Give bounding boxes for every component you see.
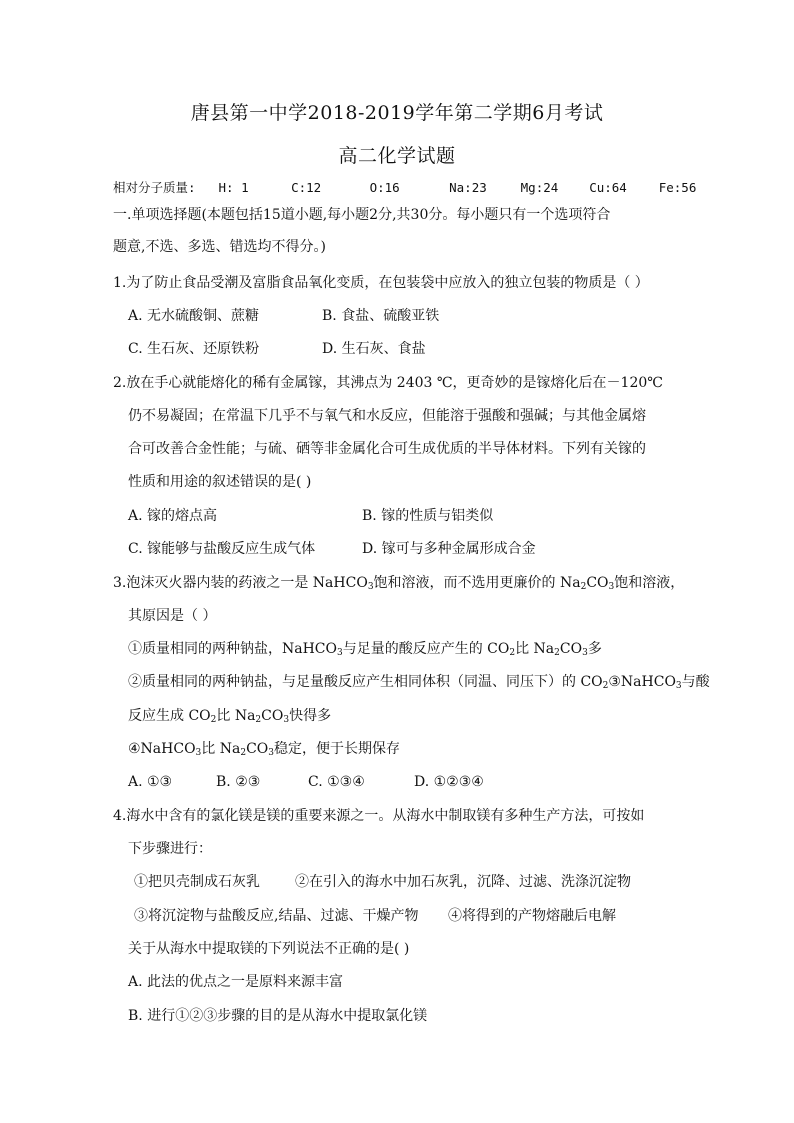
q3-text: 比 Na — [216, 708, 256, 724]
q3-stem-line2: 其原因是（ ） — [128, 608, 217, 624]
q3-text: 多 — [587, 641, 602, 657]
subscript: 2 — [602, 681, 609, 691]
q3-option-a: A. ①③ — [128, 774, 173, 790]
q1-option-c: C. 生石灰、还原铁粉 — [128, 341, 260, 357]
q2-stem-line4: 性质和用途的叙述错误的是( ) — [128, 474, 312, 490]
subscript: 3 — [367, 582, 374, 592]
q3-statement-1 — [128, 639, 602, 663]
subscript: 2 — [509, 648, 516, 658]
q3-text: 与足量的酸反应产生的 CO — [342, 641, 510, 657]
q4-step-1: ①把贝壳制成石灰乳 — [134, 874, 260, 890]
q4-stem-line1: 4.海水中含有的氯化镁是镁的重要来源之一。从海水中制取镁有多种生产方法，可按如 — [113, 808, 645, 824]
q4-step-3: ③将沉淀物与盐酸反应,结晶、过滤、干燥产物 — [134, 908, 419, 924]
q4-option-b: B. 进行①②③步骤的目的是从海水中提取氯化镁 — [128, 1008, 428, 1024]
q3-text: CO — [586, 575, 609, 591]
q3-text: CO — [246, 741, 269, 757]
subscript: 3 — [675, 681, 682, 691]
q1-option-a: A. 无水硫酸铜、蔗糖 — [128, 308, 260, 324]
q3-text: ③NaHCO — [608, 674, 676, 690]
q2-option-c: C. 镓能够与盐酸反应生成气体 — [128, 541, 316, 557]
q3-text: 比 Na — [201, 741, 241, 757]
subscript: 3 — [268, 748, 274, 758]
q2-option-b: B. 镓的性质与铝类似 — [362, 508, 494, 524]
q3-text: 比 Na — [515, 641, 555, 657]
subscript: 2 — [240, 748, 247, 758]
atomic-mass-fe: Fe:56 — [658, 180, 697, 195]
q3-text: ②质量相同的两种钠盐，与足量酸反应产生相同体积（同温、同压下）的 CO — [128, 674, 603, 690]
q3-text: ④NaHCO — [128, 741, 196, 757]
q3-text: 稳定，便于长期保存 — [274, 741, 400, 757]
q3-statement-2-3 — [128, 672, 710, 696]
q4-step-2: ②在引入的海水中加石灰乳，沉降、过滤、洗涤沉淀物 — [295, 874, 631, 890]
subscript: 2 — [580, 582, 587, 592]
atomic-mass-cu: Cu:64 — [589, 180, 627, 195]
section-heading-line1: 一.单项选择题(本题包括15道小题,每小题2分,共30分。每小题只有一个选项符合 — [113, 207, 611, 223]
q4-step-4: ④将得到的产物熔融后电解 — [448, 908, 616, 924]
subscript: 2 — [210, 715, 217, 725]
q3-text: 饱和溶液，而不选用更廉价的 Na — [373, 575, 581, 591]
q3-text: 快得多 — [289, 708, 332, 724]
q3-text: 饱和溶液， — [614, 575, 685, 591]
q3-statement-4 — [128, 739, 400, 763]
q2-stem-line1: 2.放在手心就能熔化的稀有金属镓，其沸点为 2403 ℃，更奇妙的是镓熔化后在－120℃ — [113, 375, 663, 391]
atomic-mass-o: O:16 — [369, 180, 400, 195]
q2-option-d: D. 镓可与多种金属形成合金 — [362, 541, 536, 557]
q1-stem: 1.为了防止食品受潮及富脂食品氧化变质，在包装袋中应放入的独立包装的物质是（ ） — [113, 275, 649, 291]
q3-text: CO — [261, 708, 284, 724]
q2-option-a: A. 镓的熔点高 — [128, 508, 218, 524]
exam-title: 唐县第一中学2018-2019学年第二学期6月考试 — [190, 102, 604, 124]
q4-question: 关于从海水中提取镁的下列说法不正确的是( ) — [128, 941, 410, 957]
subscript: 2 — [255, 715, 262, 725]
q3-statement-3-cont — [128, 706, 331, 730]
q3-text: 反应生成 CO — [128, 708, 211, 724]
atomic-mass-h: H: 1 — [218, 180, 249, 195]
section-heading-line2: 题意,不选、多选、错选均不得分。) — [113, 239, 326, 255]
q3-text: CO — [559, 641, 583, 657]
q4-stem-line2: 下步骤进行： — [128, 841, 212, 857]
q3-option-d: D. ①②③④ — [414, 774, 484, 790]
exam-subtitle: 高二化学试题 — [338, 145, 456, 167]
subscript: 3 — [283, 715, 290, 725]
q3-option-c: C. ①③④ — [308, 774, 365, 790]
atomic-mass-mg: Mg:24 — [520, 180, 559, 195]
q3-text: 3.泡沫灭火器内装的药液之一是 NaHCO — [113, 575, 368, 591]
q3-stem-line1 — [113, 573, 684, 597]
atomic-mass-c: C:12 — [291, 180, 322, 195]
subscript: 2 — [554, 648, 560, 658]
q1-option-d: D. 生石灰、食盐 — [322, 341, 426, 357]
atomic-mass-line — [113, 178, 696, 198]
subscript: 3 — [337, 648, 343, 658]
q2-stem-line2: 仍不易凝固；在常温下几乎不与氧气和水反应，但能溶于强酸和强碱；与其他金属熔 — [128, 408, 646, 424]
atomic-mass-na: Na:23 — [449, 180, 487, 195]
q2-stem-line3: 合可改善合金性能；与硫、硒等非金属化合可生成优质的半导体材料。下列有关镓的 — [128, 441, 646, 457]
q4-option-a: A. 此法的优点之一是原料来源丰富 — [128, 974, 344, 990]
subscript: 3 — [582, 648, 588, 658]
subscript: 3 — [195, 748, 202, 758]
q3-option-b: B. ②③ — [216, 774, 261, 790]
q1-option-b: B. 食盐、硫酸亚铁 — [322, 308, 440, 324]
atomic-mass-label: 相对分子质量: — [113, 180, 196, 195]
subscript: 3 — [608, 582, 615, 592]
q3-text: ①质量相同的两种钠盐，NaHCO — [128, 641, 337, 657]
q3-text: 与酸 — [681, 674, 710, 690]
